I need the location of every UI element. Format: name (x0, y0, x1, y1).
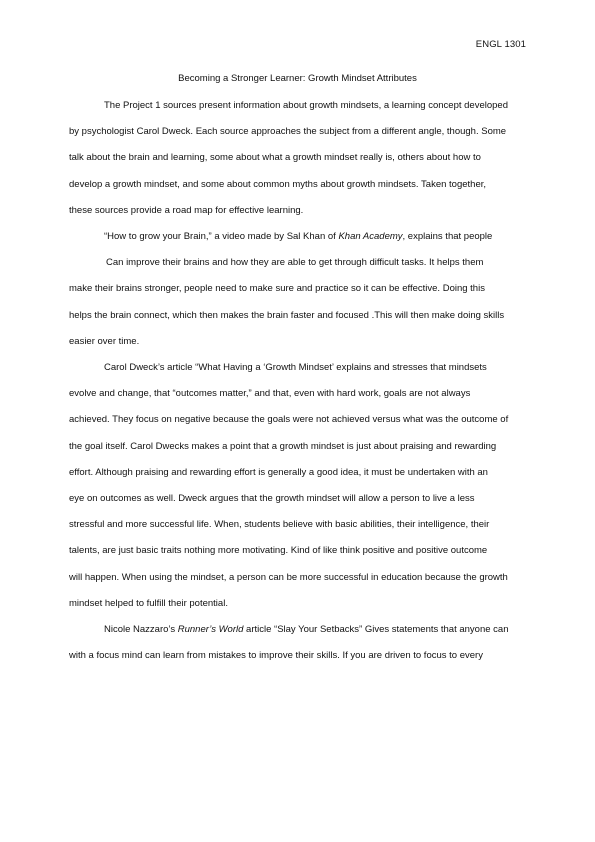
paragraph-line: will happen. When using the mindset, a person can be more successful in education because the growth (69, 571, 508, 583)
paragraph-line: the goal itself. Carol Dwecks makes a point that a growth mindset is just about praising and rewarding (69, 440, 497, 452)
paragraph-line: “How to grow your Brain,” a video made by Sal Khan of Khan Academy, explains that people (104, 231, 493, 242)
paragraph-line: Carol Dweck’s article “What Having a ‘Growth Mindset’ explains and stresses that mindsets (104, 362, 487, 373)
paragraph-khan (69, 224, 529, 355)
paragraph-line: Can improve their brains and how they are able to get through difficult tasks. It helps them (106, 257, 484, 269)
paragraph-line: mindset helped to fulfill their potential. (69, 597, 228, 609)
paragraph-line: stressful and more successful life. When, students believe with basic abilities, their intelligence, their (69, 519, 490, 531)
paragraph-line: talents, are just basic traits nothing more motivating. Kind of like think positive and positive outcome (69, 545, 488, 557)
paragraph-line: Nicole Nazzaro’s Runner’s World article “Slay Your Setbacks” Gives statements that anyone can (104, 624, 509, 635)
paragraph-line: develop a growth mindset, and some about common myths about growth mindsets. Taken together, (69, 178, 487, 190)
paragraph-nazzaro (69, 617, 529, 669)
paragraph-line: by psychologist Carol Dweck. Each source approaches the subject from a different angle, though. Some (69, 126, 507, 138)
paragraph-line: eye on outcomes as well. Dweck argues that the growth mindset will allow a person to live a less (69, 492, 475, 504)
paragraph-intro (69, 93, 529, 224)
essay-title: Becoming a Stronger Learner: Growth Mindset Attributes (178, 73, 417, 84)
paragraph-line: helps the brain connect, which then makes the brain faster and focused .This will then make doing skills (69, 309, 505, 321)
course-header: ENGL 1301 (475, 39, 526, 50)
source-title: Khan Academy (338, 231, 403, 242)
paragraph-line: The Project 1 sources present information about growth mindsets, a learning concept developed (104, 100, 508, 111)
paragraph-line: evolve and change, that “outcomes matter,” and that, even with hard work, goals are not always (69, 388, 471, 400)
paragraph-line: effort. Although praising and rewarding effort is generally a good idea, it must be undertaken with an (69, 466, 488, 478)
paragraph-dweck (69, 355, 529, 617)
paragraph-line: talk about the brain and learning, some about what a growth mindset really is, others about how to (69, 152, 481, 164)
paragraph-line: these sources provide a road map for effective learning. (69, 204, 304, 216)
paragraph-line: make their brains stronger, people need to make sure and practice so it can be effective. Doing this (69, 283, 485, 295)
paragraph-line: achieved. They focus on negative because the goals were not achieved versus what was the outcome of (69, 414, 509, 426)
paragraph-line: easier over time. (69, 335, 140, 347)
paragraph-line: with a focus mind can learn from mistakes to improve their skills. If you are driven to focus to every (69, 650, 483, 662)
source-title: Runner’s World (177, 624, 244, 635)
